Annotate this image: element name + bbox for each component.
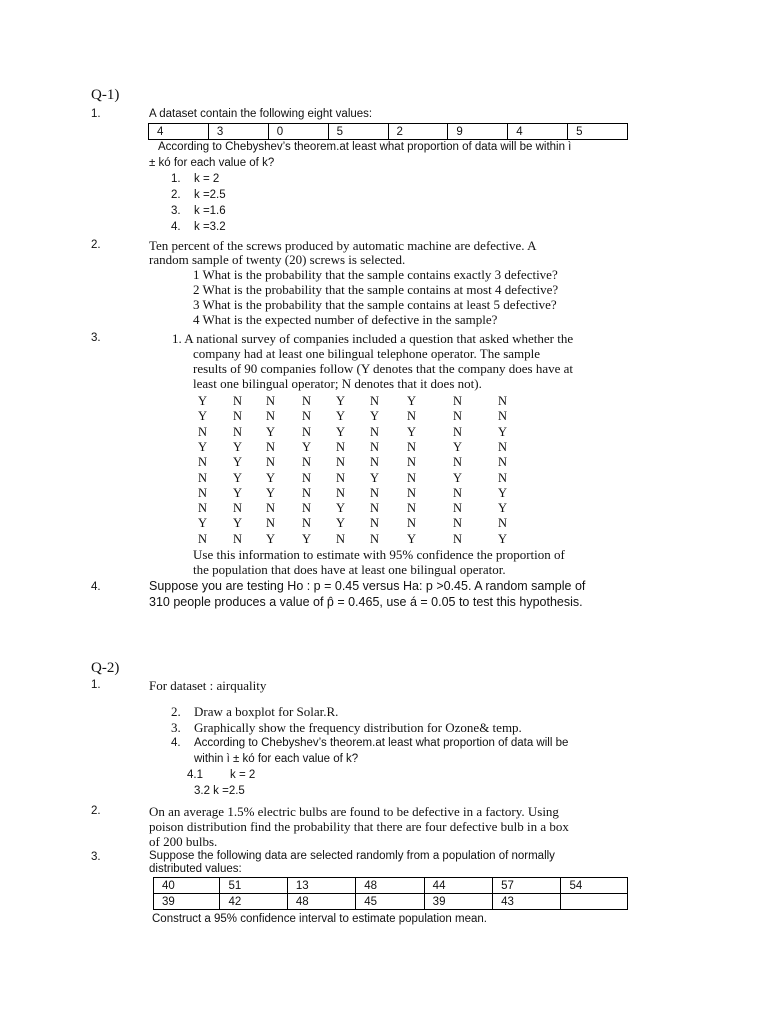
grid-cell: N bbox=[266, 516, 276, 531]
q2-p1-text: For dataset : airquality bbox=[149, 678, 267, 693]
grid-cell: N bbox=[302, 470, 312, 485]
grid-cell: N bbox=[302, 409, 312, 424]
table-cell: 39 bbox=[424, 894, 492, 910]
grid-cell: N bbox=[453, 424, 463, 439]
q1-p2-number: 2. bbox=[91, 239, 101, 251]
grid-cell: N bbox=[498, 409, 508, 424]
grid-cell: Y bbox=[233, 485, 243, 500]
q1-p3-after1: Use this information to estimate with 95% confidence the proportion of bbox=[193, 547, 565, 562]
grid-cell: Y bbox=[302, 439, 312, 454]
q2-p3-after: Construct a 95% confidence interval to estimate population mean. bbox=[152, 913, 487, 925]
q1-p4-line1: Suppose you are testing Ho : p = 0.45 versus Ha: p >0.45. A random sample of bbox=[149, 579, 586, 593]
grid-cell: Y bbox=[266, 485, 276, 500]
q1-p3-after2: the population that does have at least one bilingual operator. bbox=[193, 562, 506, 577]
table-cell: 40 bbox=[154, 878, 220, 894]
grid-cell: N bbox=[336, 531, 346, 546]
q2-p2-number: 2. bbox=[91, 805, 101, 817]
q1-p3-line2: company had at least one bilingual telephone operator. The sample bbox=[193, 346, 541, 361]
q1-p1-intro: A dataset contain the following eight values: bbox=[149, 108, 373, 120]
table-cell: 3 bbox=[208, 124, 268, 140]
grid-cell: N bbox=[407, 485, 417, 500]
list-item: k =1.6 bbox=[194, 205, 226, 217]
grid-cell: N bbox=[370, 501, 380, 516]
q2-p3-line1: Suppose the following data are selected randomly from a population of normally bbox=[149, 850, 555, 862]
q1-p3-line3: results of 90 companies follow (Y denotes that the company does have at bbox=[193, 361, 574, 376]
table-row bbox=[198, 455, 518, 471]
grid-cell: N bbox=[266, 409, 276, 424]
q1-p1-number: 1. bbox=[91, 108, 101, 120]
list-item-number: 3. bbox=[171, 720, 181, 735]
grid-cell: N bbox=[370, 485, 380, 500]
grid-cell: N bbox=[453, 409, 463, 424]
table-row bbox=[198, 486, 518, 502]
table-cell: 2 bbox=[388, 124, 448, 140]
table-row bbox=[149, 124, 628, 140]
list-item: k =2.5 bbox=[194, 189, 226, 201]
table-cell: 48 bbox=[287, 894, 355, 910]
grid-cell: N bbox=[407, 409, 417, 424]
grid-cell: N bbox=[233, 501, 243, 516]
q1-p3-number: 3. bbox=[91, 332, 101, 344]
table-row bbox=[198, 516, 518, 532]
grid-cell: Y bbox=[302, 531, 312, 546]
table-row bbox=[198, 440, 518, 456]
grid-cell: N bbox=[266, 439, 276, 454]
q1-p4-number: 4. bbox=[91, 581, 101, 593]
q2-p2-line1: On an average 1.5% electric bulbs are found to be defective in a factory. Using bbox=[149, 804, 559, 819]
grid-cell: Y bbox=[498, 531, 508, 546]
grid-cell: N bbox=[336, 439, 346, 454]
q1-p2-line2: random sample of twenty (20) screws is selected. bbox=[149, 252, 406, 267]
grid-cell: Y bbox=[453, 439, 463, 454]
q2-p1-number: 1. bbox=[91, 679, 101, 691]
grid-cell: N bbox=[233, 394, 243, 408]
table-cell: 5 bbox=[568, 124, 628, 140]
list-item-number: 2. bbox=[171, 704, 181, 719]
table-cell: 54 bbox=[561, 878, 628, 894]
grid-cell: Y bbox=[336, 424, 346, 439]
q1-p3-line4: least one bilingual operator; N denotes that it does not). bbox=[193, 376, 482, 391]
grid-cell: N bbox=[302, 394, 312, 408]
grid-cell: N bbox=[302, 455, 312, 470]
table-cell: 0 bbox=[268, 124, 328, 140]
q2-p3-number: 3. bbox=[91, 851, 101, 863]
grid-cell: Y bbox=[498, 424, 508, 439]
grid-cell: Y bbox=[453, 470, 463, 485]
grid-cell: N bbox=[407, 501, 417, 516]
q1-p2-sub3: 3 What is the probability that the sample contains at least 5 defective? bbox=[193, 297, 557, 312]
grid-cell: Y bbox=[266, 424, 276, 439]
grid-cell: N bbox=[498, 439, 508, 454]
grid-cell: Y bbox=[198, 516, 208, 531]
table-cell: 39 bbox=[154, 894, 220, 910]
q1-p1-question-line1: According to Chebyshev’s theorem.at least what proportion of data will be within ì bbox=[158, 141, 572, 153]
table-cell: 13 bbox=[287, 878, 355, 894]
table-cell: 44 bbox=[424, 878, 492, 894]
grid-cell: N bbox=[407, 470, 417, 485]
table-cell: 43 bbox=[493, 894, 561, 910]
grid-cell: N bbox=[302, 485, 312, 500]
grid-cell: Y bbox=[336, 394, 346, 408]
table-cell: 4 bbox=[508, 124, 568, 140]
q2-values-table bbox=[153, 877, 628, 910]
grid-cell: Y bbox=[407, 394, 417, 408]
list-item-number: 3. bbox=[171, 205, 181, 217]
grid-cell: Y bbox=[198, 394, 208, 408]
q2-heading: Q-2) bbox=[91, 660, 120, 676]
list-item-number: 2. bbox=[171, 189, 181, 201]
grid-cell: N bbox=[266, 501, 276, 516]
table-row bbox=[198, 394, 518, 410]
grid-cell: N bbox=[370, 394, 380, 408]
table-row bbox=[154, 894, 628, 910]
grid-cell: N bbox=[233, 424, 243, 439]
grid-cell: N bbox=[453, 485, 463, 500]
table-row bbox=[154, 878, 628, 894]
grid-cell: Y bbox=[336, 501, 346, 516]
grid-cell: Y bbox=[198, 409, 208, 424]
grid-cell: Y bbox=[266, 470, 276, 485]
grid-cell: N bbox=[453, 516, 463, 531]
grid-cell: Y bbox=[407, 424, 417, 439]
grid-cell: N bbox=[498, 455, 508, 470]
table-cell: 48 bbox=[356, 878, 424, 894]
table-row bbox=[198, 501, 518, 517]
grid-cell: Y bbox=[336, 409, 346, 424]
grid-cell: N bbox=[498, 394, 508, 408]
list-item-number: 1. bbox=[171, 173, 181, 185]
list-item: According to Chebyshev’s theorem.at least what proportion of data will be bbox=[194, 737, 569, 749]
list-item: Draw a boxplot for Solar.R. bbox=[194, 704, 339, 719]
grid-cell: N bbox=[453, 501, 463, 516]
q1-p2-line1: Ten percent of the screws produced by automatic machine are defective. A bbox=[149, 238, 537, 253]
grid-cell: N bbox=[302, 424, 312, 439]
table-row bbox=[198, 471, 518, 487]
table-cell: 9 bbox=[448, 124, 508, 140]
q2-p1-continuation: within ì ± kó for each value of k? bbox=[194, 753, 359, 765]
q1-p1-question-line2: ± kó for each value of k? bbox=[149, 157, 275, 169]
table-row bbox=[198, 409, 518, 425]
grid-cell: N bbox=[370, 516, 380, 531]
grid-cell: N bbox=[198, 501, 208, 516]
q1-p2-sub1: 1 What is the probability that the sample contains exactly 3 defective? bbox=[193, 267, 558, 282]
grid-cell: N bbox=[302, 516, 312, 531]
grid-cell: Y bbox=[498, 485, 508, 500]
grid-cell: N bbox=[198, 470, 208, 485]
grid-cell: N bbox=[198, 424, 208, 439]
grid-cell: N bbox=[370, 439, 380, 454]
table-cell: 5 bbox=[328, 124, 388, 140]
list-item-number: 4. bbox=[171, 221, 181, 233]
grid-cell: Y bbox=[336, 516, 346, 531]
grid-cell: Y bbox=[233, 455, 243, 470]
grid-cell: N bbox=[198, 531, 208, 546]
grid-cell: Y bbox=[370, 470, 380, 485]
q1-values-table bbox=[148, 123, 628, 140]
table-cell: 45 bbox=[356, 894, 424, 910]
grid-cell: N bbox=[453, 531, 463, 546]
q2-p2-line2: poison distribution find the probability that there are four defective bulb in a box bbox=[149, 819, 569, 834]
grid-cell: N bbox=[336, 455, 346, 470]
grid-cell: N bbox=[370, 455, 380, 470]
q1-heading: Q-1) bbox=[91, 87, 120, 103]
grid-cell: N bbox=[370, 531, 380, 546]
table-cell bbox=[561, 894, 628, 910]
q2-p3-line2: distributed values: bbox=[149, 863, 242, 875]
grid-cell: N bbox=[336, 485, 346, 500]
grid-cell: Y bbox=[233, 516, 243, 531]
q2-p2-line3: of 200 bulbs. bbox=[149, 834, 218, 849]
grid-cell: Y bbox=[370, 409, 380, 424]
q2-p1-k2: 3.2 k =2.5 bbox=[194, 785, 245, 797]
table-cell: 51 bbox=[220, 878, 287, 894]
grid-cell: N bbox=[336, 470, 346, 485]
table-cell: 42 bbox=[220, 894, 287, 910]
table-cell: 4 bbox=[149, 124, 209, 140]
grid-cell: N bbox=[407, 439, 417, 454]
list-item: Graphically show the frequency distribution for Ozone& temp. bbox=[194, 720, 522, 735]
grid-cell: N bbox=[198, 455, 208, 470]
grid-cell: Y bbox=[407, 531, 417, 546]
grid-cell: N bbox=[453, 455, 463, 470]
grid-cell: N bbox=[266, 394, 276, 408]
grid-cell: Y bbox=[233, 439, 243, 454]
grid-cell: N bbox=[198, 485, 208, 500]
list-item: k = 2 bbox=[194, 173, 220, 185]
grid-cell: N bbox=[266, 455, 276, 470]
grid-cell: N bbox=[233, 531, 243, 546]
list-item-number: 4. bbox=[171, 737, 181, 749]
grid-cell: N bbox=[370, 424, 380, 439]
q1-p3-line1: 1. A national survey of companies included a question that asked whether the bbox=[172, 331, 574, 346]
grid-cell: N bbox=[302, 501, 312, 516]
grid-cell: Y bbox=[233, 470, 243, 485]
table-row bbox=[198, 532, 518, 548]
list-item: k =3.2 bbox=[194, 221, 226, 233]
grid-cell: N bbox=[407, 516, 417, 531]
q1-p4-line2: 310 people produces a value of p̂ = 0.465, use á = 0.05 to test this hypothesis. bbox=[149, 595, 583, 609]
grid-cell: N bbox=[498, 516, 508, 531]
q2-p1-k1-text: k = 2 bbox=[230, 769, 256, 781]
grid-cell: Y bbox=[266, 531, 276, 546]
table-row bbox=[198, 425, 518, 441]
q1-p2-sub2: 2 What is the probability that the sample contains at most 4 defective? bbox=[193, 282, 559, 297]
grid-cell: N bbox=[498, 470, 508, 485]
grid-cell: N bbox=[453, 394, 463, 408]
q1-p2-sub4: 4 What is the expected number of defective in the sample? bbox=[193, 312, 498, 327]
q2-p1-k1-number: 4.1 bbox=[187, 769, 203, 781]
grid-cell: N bbox=[233, 409, 243, 424]
table-cell: 57 bbox=[493, 878, 561, 894]
grid-cell: Y bbox=[498, 501, 508, 516]
grid-cell: Y bbox=[198, 439, 208, 454]
grid-cell: N bbox=[407, 455, 417, 470]
